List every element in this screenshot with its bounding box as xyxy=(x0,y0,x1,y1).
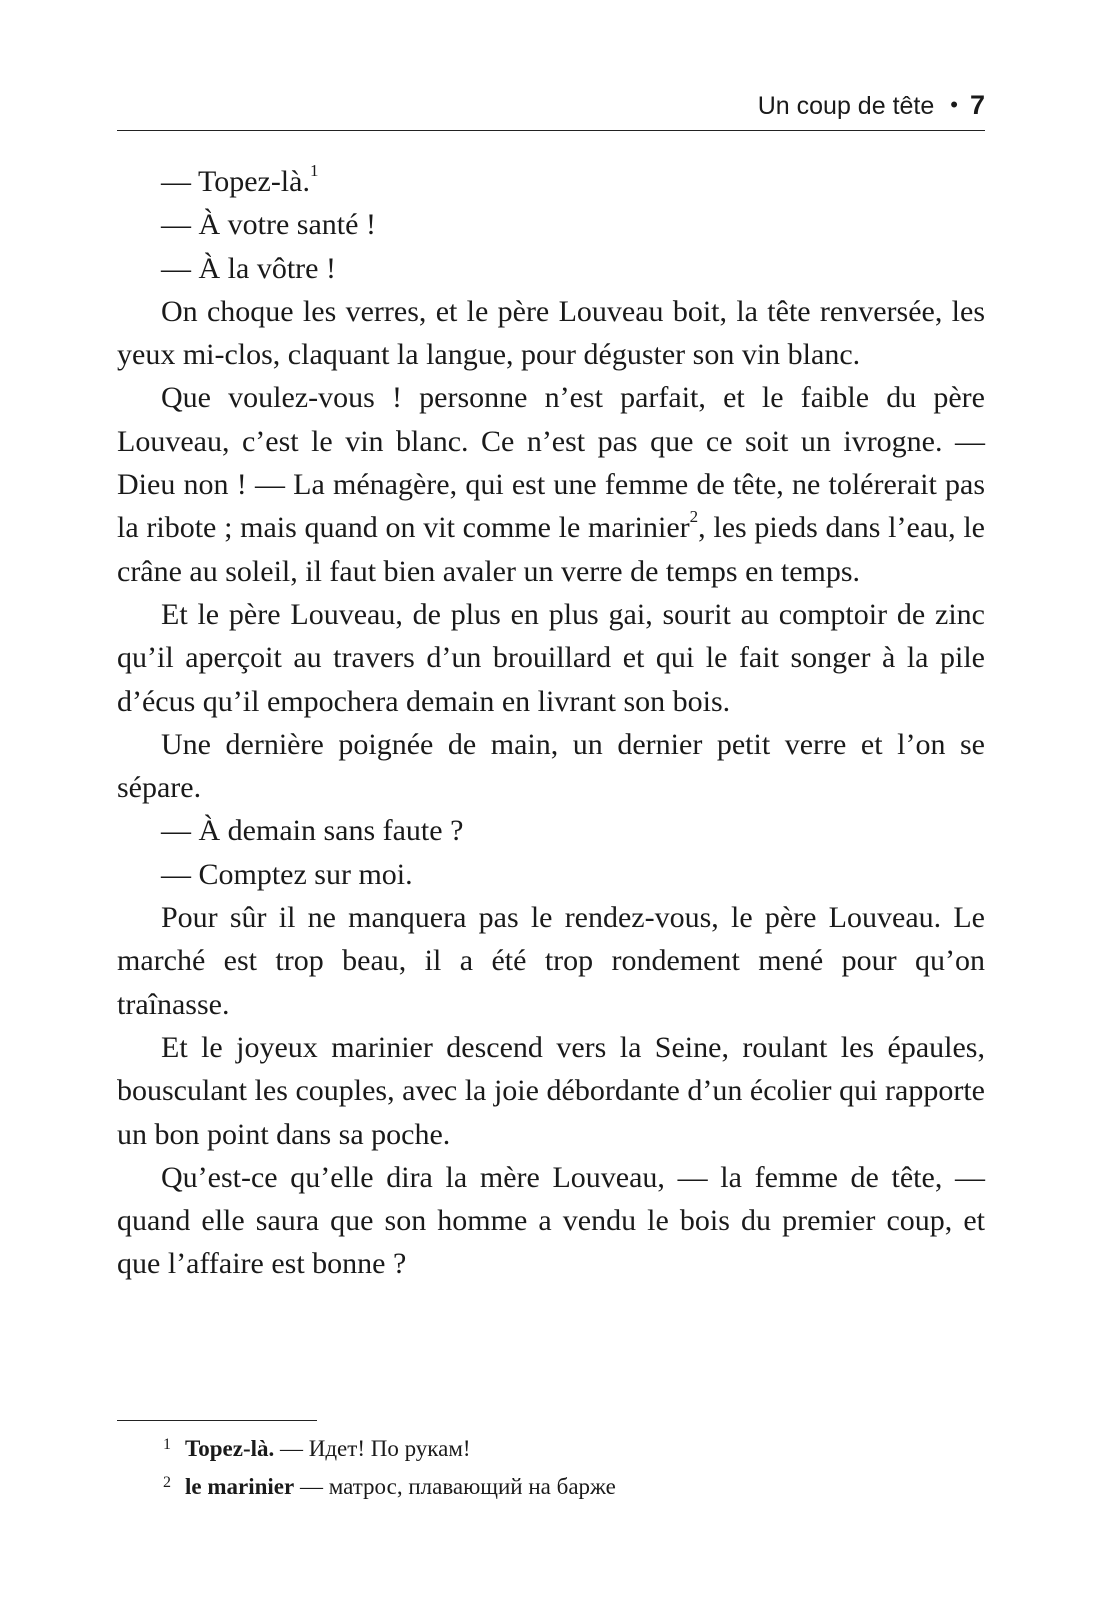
header-bullet: • xyxy=(950,92,958,117)
paragraph-text: Que voulez-vous ! personne n’est parfait, et le faible du père Louveau, c’est le vin blanc. Ce n’est pas que ce soit un ivrogne. — Dieu non ! — La ménagère, qui est une femme de tête, ne tolérerait pas la ribote ; mais quand on vit comme le marinier xyxy=(117,381,985,545)
paragraph-text: Pour sûr il ne manquera pas le rendez-vous, le père Louveau. Le marché est trop beau, il a été trop rondement mené pour qu’on traînasse. xyxy=(117,901,985,1021)
paragraph xyxy=(117,853,985,896)
body-text xyxy=(117,160,985,1286)
paragraph xyxy=(117,809,985,852)
footnote-divider xyxy=(117,1420,317,1421)
footnote xyxy=(163,1469,983,1507)
footnote-definition: — матрос, плавающий на барже xyxy=(294,1474,616,1499)
paragraph xyxy=(117,593,985,723)
paragraph xyxy=(117,247,985,290)
footnote-term: le marinier xyxy=(185,1474,295,1499)
page-number: 7 xyxy=(969,90,985,120)
paragraph-text: Et le père Louveau, de plus en plus gai, sourit au comptoir de zinc qu’il aperçoit au travers d’un brouillard et qui le fait songer à la pile d’écus qu’il empochera demain en livrant son bois. xyxy=(117,597,985,718)
paragraph-text: Une dernière poignée de main, un dernier petit verre et l’on se sépare. xyxy=(117,727,985,805)
footnote-number: 1 xyxy=(163,1436,171,1453)
paragraph-text-continued: , les pieds dans l’eau, le crâne au soleil, il faut bien avaler un verre de temps en temps. xyxy=(117,511,985,588)
running-title: Un coup de tête xyxy=(757,92,935,120)
paragraph-text: Qu’est-ce qu’elle dira la mère Louveau, — la femme de tête, — quand elle saura que son homme a vendu le bois du premier coup, et que l’affaire est bonne ? xyxy=(117,1160,985,1281)
paragraph xyxy=(117,1026,985,1156)
header-right xyxy=(758,90,985,121)
paragraph-text: — À demain sans faute ? xyxy=(161,814,464,848)
paragraph xyxy=(117,723,985,810)
footnote-number: 2 xyxy=(163,1474,171,1491)
paragraph-text: On choque les verres, et le père Louveau boit, la tête renversée, les yeux mi-clos, claquant la langue, pour déguster son vin blanc. xyxy=(117,294,985,372)
running-header xyxy=(117,86,985,131)
footnote-definition: — Идет! По рукам! xyxy=(274,1436,471,1461)
paragraph xyxy=(117,376,985,592)
paragraph-text: — À la vôtre ! xyxy=(161,251,336,285)
paragraph xyxy=(117,290,985,377)
paragraph-text: — Comptez sur moi. xyxy=(161,857,413,891)
footnotes xyxy=(163,1431,983,1507)
paragraph xyxy=(117,1156,985,1286)
footnote-term: Topez-là. xyxy=(185,1436,275,1461)
footnote xyxy=(163,1431,983,1469)
paragraph xyxy=(117,203,985,246)
paragraph xyxy=(117,160,985,203)
paragraph xyxy=(117,896,985,1026)
footnote-ref: 1 xyxy=(309,161,319,180)
paragraph-text: Et le joyeux marinier descend vers la Seine, roulant les épaules, bousculant les couples, avec la joie débordante d’un écolier qui rapporte un bon point dans sa poche. xyxy=(117,1030,985,1151)
footnote-ref: 2 xyxy=(689,507,699,527)
paragraph-text: — Topez-là. xyxy=(161,165,310,198)
paragraph-text: — À votre santé ! xyxy=(161,208,376,242)
